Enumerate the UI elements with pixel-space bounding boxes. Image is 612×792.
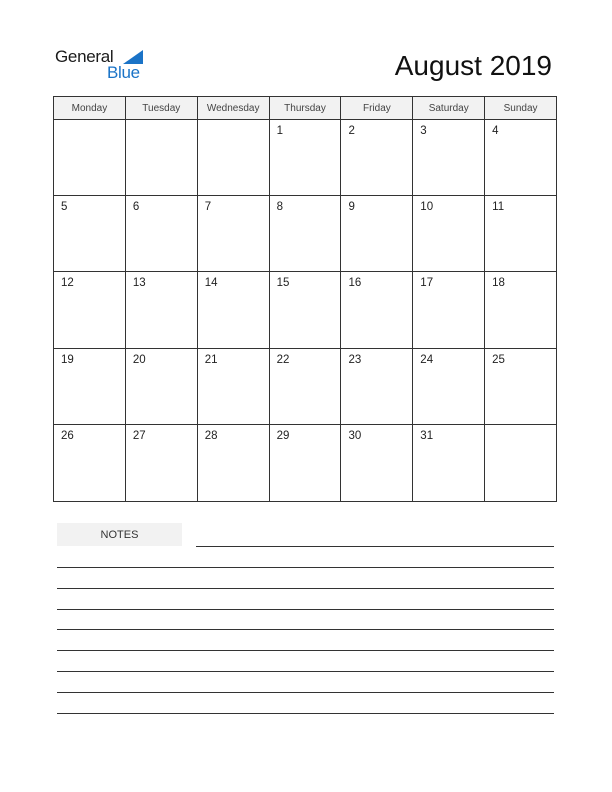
day-number: 27 (132, 429, 146, 442)
note-line (57, 692, 554, 693)
day-cell[interactable] (341, 272, 413, 347)
day-cell[interactable] (126, 272, 198, 347)
day-cell[interactable] (54, 196, 126, 271)
day-cell[interactable] (341, 196, 413, 271)
day-cell[interactable] (413, 196, 485, 271)
weekday-header: Saturday (413, 97, 485, 119)
day-number: 21 (204, 353, 218, 366)
logo-triangle-icon (123, 50, 143, 64)
day-cell[interactable] (54, 349, 126, 424)
day-cell[interactable] (413, 272, 485, 347)
day-cell[interactable] (485, 272, 556, 347)
day-cell[interactable] (126, 196, 198, 271)
month-title: August 2019 (394, 50, 552, 81)
weekday-header: Wednesday (198, 97, 270, 119)
day-cell[interactable] (126, 425, 198, 501)
day-number: 16 (348, 277, 362, 290)
day-number: 29 (276, 429, 290, 442)
day-number: 5 (61, 201, 68, 214)
day-number: 4 (492, 125, 499, 137)
day-number: 30 (348, 429, 362, 442)
day-cell[interactable] (485, 196, 556, 271)
day-cell[interactable] (270, 349, 342, 424)
week-row (54, 120, 556, 196)
week-row (54, 425, 556, 501)
day-cell[interactable] (413, 425, 485, 501)
day-number: 9 (348, 201, 355, 214)
day-number: 17 (420, 277, 434, 290)
day-number: 20 (132, 353, 146, 366)
day-cell[interactable] (270, 272, 342, 347)
day-number: 13 (132, 277, 146, 290)
day-cell[interactable] (54, 120, 126, 195)
day-number: 31 (420, 429, 434, 442)
brand-logo (55, 47, 155, 83)
note-line (57, 629, 554, 630)
logo-text-general: General (55, 47, 114, 66)
day-number: 10 (420, 201, 434, 214)
day-cell[interactable] (198, 272, 270, 347)
notes-label: NOTES (57, 523, 182, 546)
day-number: 22 (276, 353, 290, 366)
day-cell[interactable] (198, 425, 270, 501)
day-cell[interactable] (54, 272, 126, 347)
note-line (57, 650, 554, 651)
week-row (54, 272, 556, 348)
day-number: 6 (132, 201, 140, 214)
day-cell[interactable] (270, 120, 342, 195)
day-number: 11 (492, 201, 505, 214)
day-cell[interactable] (198, 349, 270, 424)
day-cell[interactable] (485, 425, 556, 501)
day-number: 24 (420, 353, 434, 366)
day-cell[interactable] (341, 425, 413, 501)
note-line (57, 588, 554, 589)
logo-text-blue: Blue (107, 63, 140, 82)
week-row (54, 349, 556, 425)
day-cell[interactable] (413, 120, 485, 195)
note-line (57, 567, 554, 568)
weekday-header: Thursday (270, 97, 342, 119)
week-row (54, 196, 556, 272)
day-number: 2 (348, 125, 355, 137)
day-number: 15 (276, 277, 290, 290)
weekday-header-row (54, 97, 556, 120)
day-cell[interactable] (341, 349, 413, 424)
day-number: 7 (204, 201, 212, 214)
weekday-header: Monday (54, 97, 126, 119)
weekday-header: Friday (341, 97, 413, 119)
day-number: 26 (61, 429, 74, 442)
day-cell[interactable] (485, 349, 556, 424)
day-cell[interactable] (198, 120, 270, 195)
day-cell[interactable] (198, 196, 270, 271)
note-line (196, 546, 554, 547)
day-cell[interactable] (126, 120, 198, 195)
day-cell[interactable] (270, 196, 342, 271)
day-cell[interactable] (54, 425, 126, 501)
note-line (57, 609, 554, 610)
day-number: 28 (204, 429, 218, 442)
day-number: 18 (492, 277, 505, 290)
day-number: 25 (492, 353, 505, 366)
day-cell[interactable] (270, 425, 342, 501)
day-cell[interactable] (485, 120, 556, 195)
day-number: 19 (61, 353, 74, 366)
day-number: 23 (348, 353, 362, 366)
note-line (57, 713, 554, 714)
day-number: 8 (276, 201, 283, 214)
day-number: 3 (420, 125, 427, 137)
weekday-header: Tuesday (126, 97, 198, 119)
day-number: 12 (61, 277, 74, 290)
day-number: 14 (204, 277, 218, 290)
day-cell[interactable] (413, 349, 485, 424)
calendar-grid (53, 96, 557, 502)
note-line (57, 671, 554, 672)
day-number: 1 (276, 125, 283, 137)
day-cell[interactable] (341, 120, 413, 195)
weekday-header: Sunday (503, 102, 538, 114)
day-cell[interactable] (126, 349, 198, 424)
